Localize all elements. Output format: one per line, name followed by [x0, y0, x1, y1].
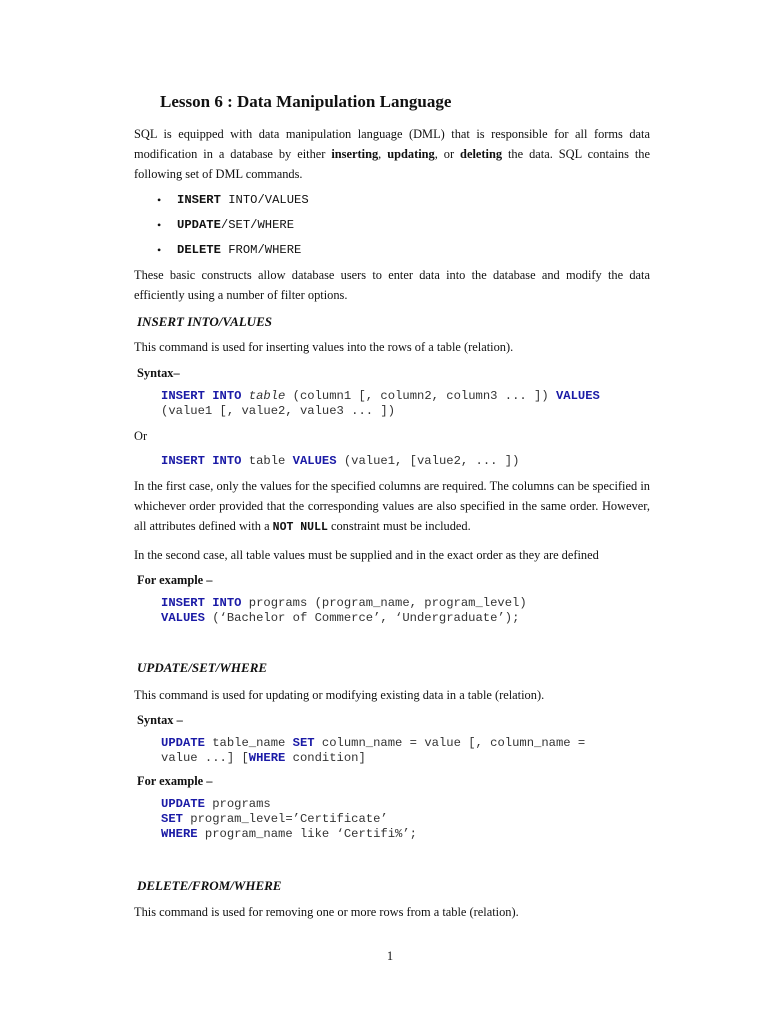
update-syntax-code: [161, 736, 585, 766]
code-text: programs (program_name, program_level): [241, 596, 527, 610]
insert-description: This command is used for inserting values into the rows of a table (relation).: [134, 340, 514, 354]
insert-heading: INSERT INTO/VALUES: [137, 314, 272, 329]
insert-note-first-case: [134, 476, 650, 538]
term-inserting: inserting: [331, 147, 379, 161]
update-example-label: For example –: [137, 774, 213, 788]
not-null-keyword: NOT NULL: [272, 521, 328, 534]
delete-description: This command is used for removing one or more rows from a table (relation).: [134, 905, 519, 919]
code-keyword: INSERT INTO: [161, 389, 242, 403]
update-heading: UPDATE/SET/WHERE: [137, 660, 268, 675]
bullet-keyword: INSERT: [177, 193, 221, 207]
term-updating: updating: [387, 147, 435, 161]
code-keyword: WHERE: [248, 751, 286, 765]
code-keyword: INSERT INTO: [161, 454, 242, 468]
bullet-delete: [177, 243, 301, 257]
or-text: Or: [134, 429, 148, 443]
code-text: (value1, [value2, ... ]): [336, 454, 520, 468]
intro-text: SQL is equipped with data manipulation language (DML) that is responsible for all forms data modification in a database by either: [134, 127, 650, 161]
code-text: program_name like ‘Certifi%’;: [197, 827, 417, 841]
note-text: In the first case, only the values for the specified columns are required. The columns can be specified in whichever order provided that the corresponding values are also specified in the same order. However, all attributes defined with a: [134, 479, 650, 533]
delete-heading: DELETE/FROM/WHERE: [137, 878, 282, 893]
code-text: (column1 [, column2, column3 ... ]): [285, 389, 556, 403]
code-text: (value1 [, value2, value3 ... ]): [161, 404, 396, 418]
code-text: condition]: [285, 751, 366, 765]
code-keyword: SET: [292, 736, 315, 750]
insert-syntax-code: [161, 389, 600, 419]
insert-example-code: [161, 596, 527, 626]
note-text: constraint must be included.: [327, 519, 471, 533]
update-syntax-label: Syntax –: [137, 713, 183, 727]
intro-paragraph: [134, 124, 650, 184]
code-keyword: VALUES: [161, 611, 205, 625]
code-keyword: VALUES: [292, 454, 337, 468]
intro-text: , or: [434, 147, 461, 161]
page-number: 1: [386, 949, 394, 963]
bullet-text: INTO/VALUES: [220, 193, 309, 207]
code-text: (‘Bachelor of Commerce’, ‘Undergraduate’);: [204, 611, 520, 625]
code-text: column_name = value [, column_name =: [314, 736, 586, 750]
code-keyword: UPDATE: [161, 736, 205, 750]
bullet-insert: [177, 193, 309, 207]
code-text: table: [248, 389, 286, 403]
term-deleting: deleting: [460, 147, 503, 161]
code-text: program_level=’Certificate’: [182, 812, 388, 826]
code-keyword: UPDATE: [161, 797, 205, 811]
code-keyword: VALUES: [555, 389, 600, 403]
code-keyword: INSERT INTO: [161, 596, 242, 610]
bullet-keyword: UPDATE: [177, 218, 221, 232]
code-text: table_name: [204, 736, 293, 750]
bullet-icon: •: [157, 218, 162, 232]
bullet-update: [177, 218, 294, 232]
code-text: value ...] [: [161, 751, 249, 765]
insert-syntax-alt-code: [161, 454, 519, 469]
page-title: Lesson 6 : Data Manipulation Language: [160, 92, 452, 111]
intro-text: the data. SQL contains the following set of DML commands.: [134, 147, 650, 181]
insert-syntax-label: Syntax–: [137, 366, 180, 380]
bullet-text: /SET/WHERE: [220, 218, 295, 232]
bullet-icon: •: [157, 193, 162, 207]
constructs-paragraph: These basic constructs allow database users to enter data into the database and modify the data efficiently using a number of filter options.: [134, 268, 650, 302]
code-keyword: WHERE: [161, 827, 198, 841]
code-keyword: SET: [161, 812, 183, 826]
bullet-text: FROM/WHERE: [220, 243, 302, 257]
update-example-code: [161, 797, 417, 842]
code-text: table: [241, 454, 293, 468]
update-description: This command is used for updating or modifying existing data in a table (relation).: [134, 688, 545, 702]
insert-example-label: For example –: [137, 573, 213, 587]
code-text: programs: [204, 797, 271, 811]
bullet-icon: •: [157, 243, 162, 257]
insert-note-second-case: In the second case, all table values must be supplied and in the exact order as they are defined: [134, 548, 599, 562]
intro-text: ,: [378, 147, 388, 161]
bullet-keyword: DELETE: [177, 243, 221, 257]
